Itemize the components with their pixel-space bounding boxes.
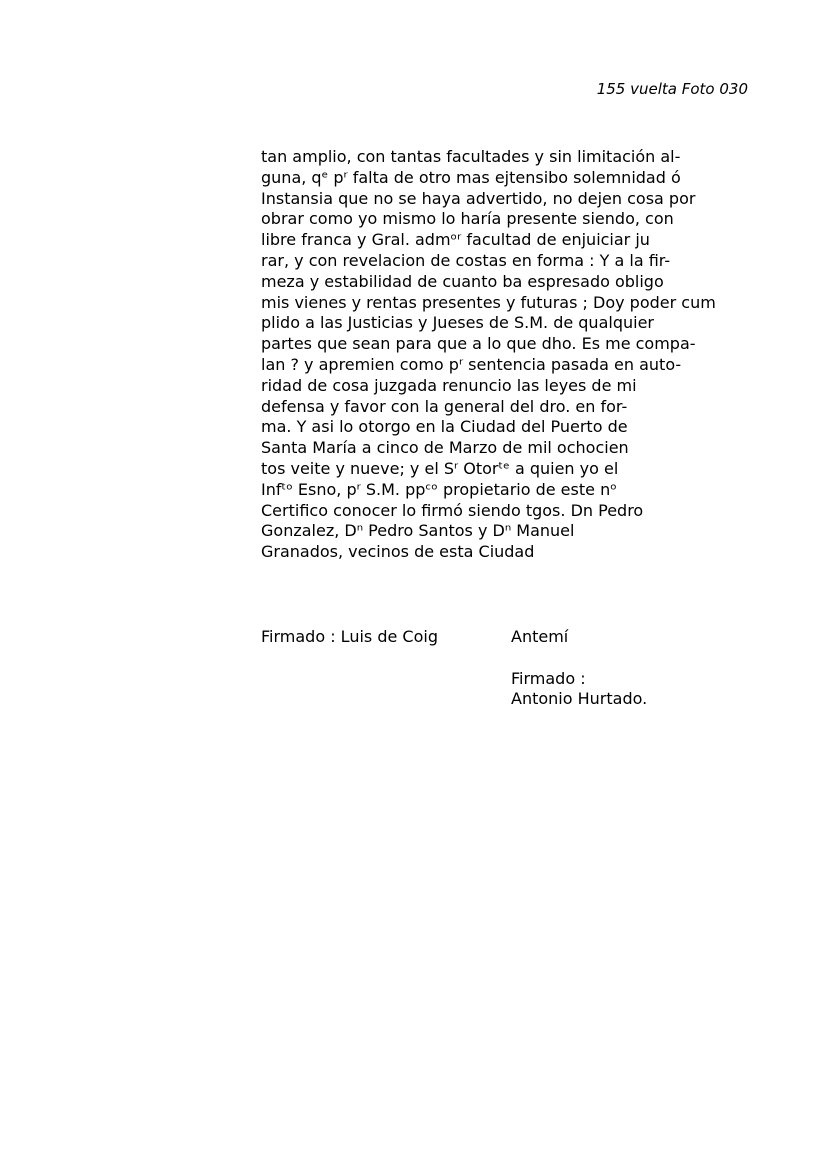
body-line: Certifico conocer lo firmó siendo tgos. Dn Pedro <box>261 500 644 520</box>
body-line: plido a las Justicias y Jueses de S.M. de qualquier <box>261 313 654 333</box>
body-line: tan amplio, con tantas facultades y sin limitación al- <box>261 147 681 166</box>
body-line: ma. Y asi lo otorgo en la Ciudad del Puerto de <box>261 417 628 437</box>
body-line: tos veite y nueve; y el Sʳ Otorᵗᵉ a quien yo el <box>261 458 619 478</box>
body-line: ridad de cosa juzgada renuncio las leyes de mi <box>261 375 637 395</box>
signature-heading: Antemí <box>511 627 569 646</box>
page-reference: 155 vuelta Foto 030 <box>596 80 748 98</box>
signature-spacer <box>511 648 647 669</box>
signature-right <box>511 627 647 710</box>
body-line: mis vienes y rentas presentes y futuras ; Doy poder cum <box>261 292 716 312</box>
body-line: partes que sean para que a lo que dho. Es me compa- <box>261 334 696 354</box>
body-line: guna, qᵉ pʳ falta de otro mas ejtensibo solemnidad ó <box>261 167 681 187</box>
body-line: Gonzalez, Dⁿ Pedro Santos y Dⁿ Manuel <box>261 521 575 541</box>
body-line: Instansia que no se haya advertido, no dejen cosa por <box>261 188 696 208</box>
body-line: obrar como yo mismo lo haría presente siendo, con <box>261 209 674 229</box>
signature-left: Firmado : Luis de Coig <box>261 627 438 646</box>
body-line: lan ? y apremien como pʳ sentencia pasada en auto- <box>261 354 682 374</box>
body-line: rar, y con revelacion de costas en forma : Y a la fir- <box>261 250 671 270</box>
signature-signed-label: Firmado : <box>511 668 586 688</box>
body-line: libre franca y Gral. admᵒʳ facultad de enjuiciar ju <box>261 230 650 250</box>
document-body <box>261 147 716 563</box>
signature-name: Antonio Hurtado. <box>511 689 648 709</box>
body-line: Granados, vecinos de esta Ciudad <box>261 542 535 562</box>
body-line: Infᵗᵒ Esno, pʳ S.M. ppᶜᵒ propietario de este nᵒ <box>261 479 617 499</box>
body-line: meza y estabilidad de cuanto ba espresado obligo <box>261 271 664 291</box>
body-line: defensa y favor con la general del dro. en for- <box>261 396 628 416</box>
body-line: Santa María a cinco de Marzo de mil ochocien <box>261 438 629 458</box>
